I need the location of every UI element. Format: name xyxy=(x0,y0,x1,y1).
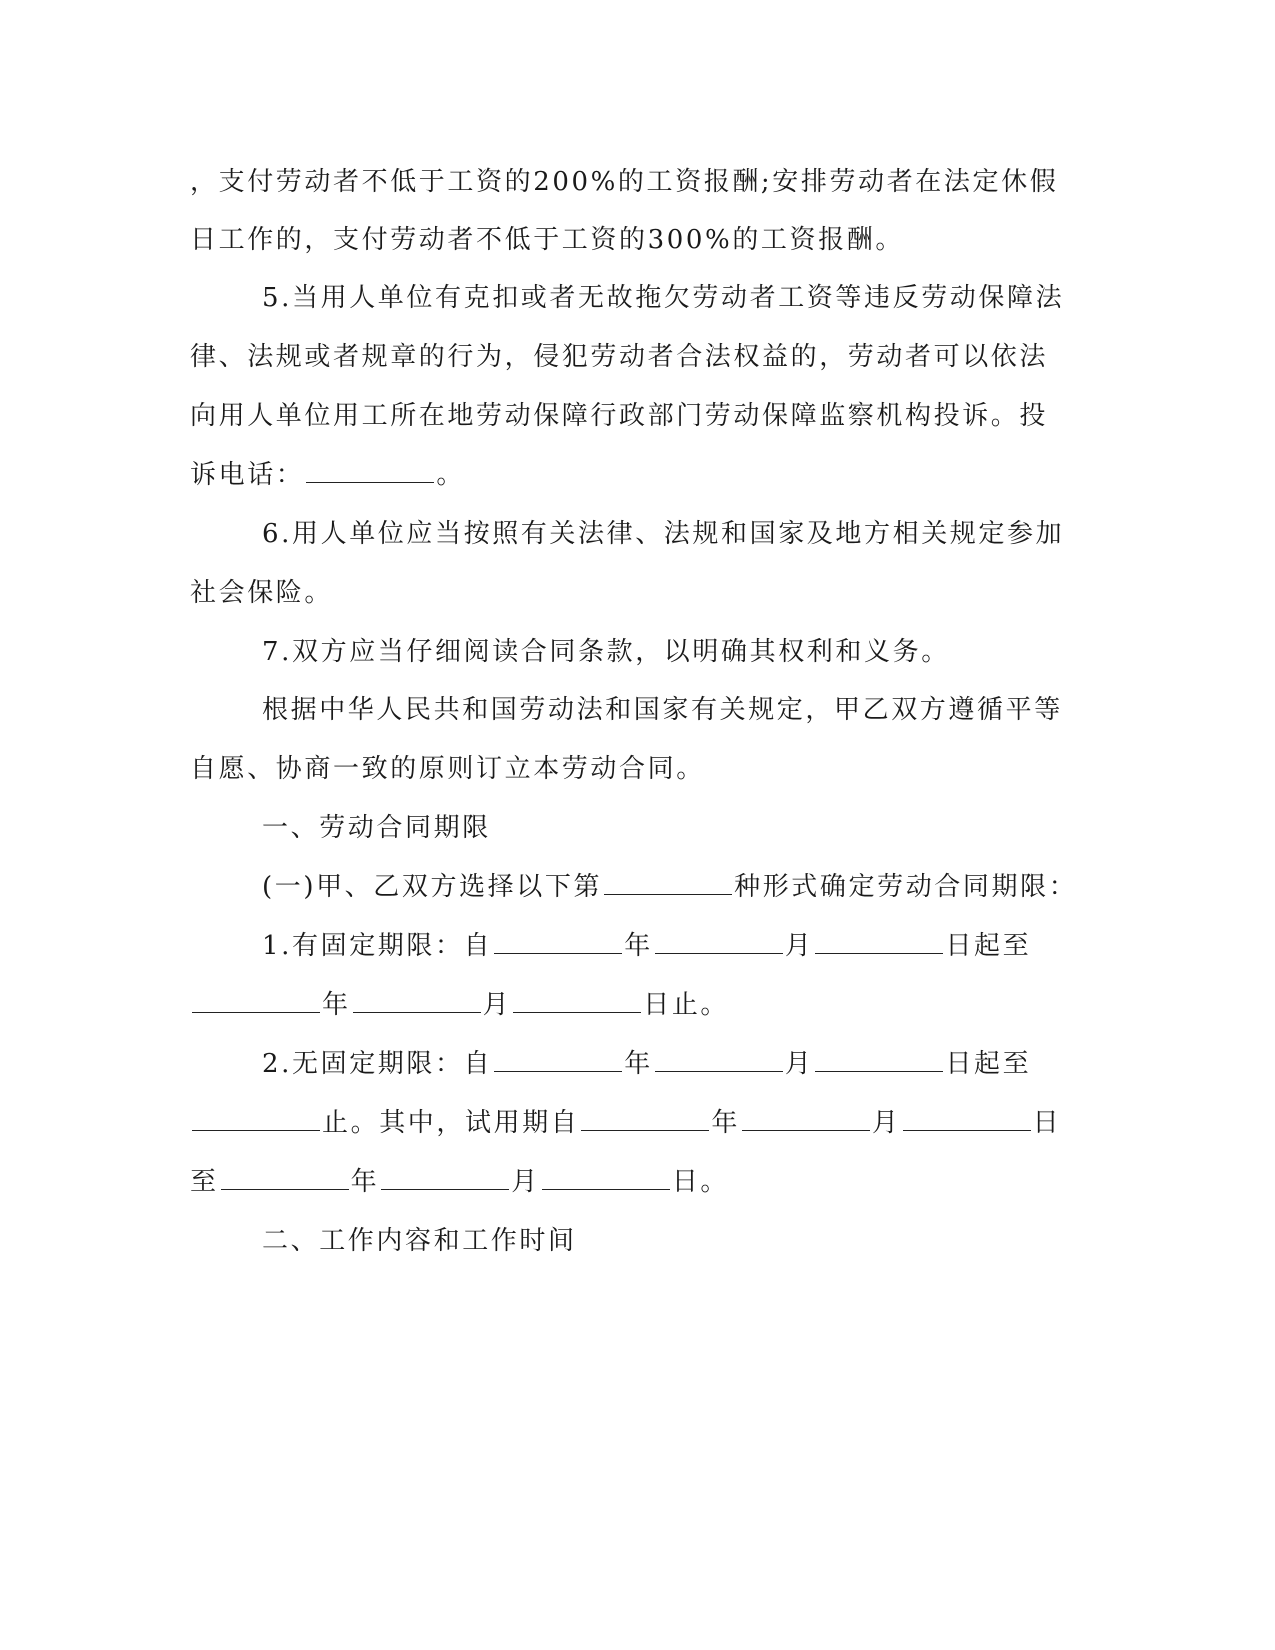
date-blank xyxy=(494,1045,622,1072)
clause-7-line xyxy=(262,632,950,672)
clause-6-line-1 xyxy=(262,514,1064,554)
clause-5-line-3 xyxy=(190,396,1048,436)
text: 月 xyxy=(511,1167,540,1197)
preamble-line-1 xyxy=(262,690,1063,730)
text: ，支付劳动者不低于工资的200%的工资报酬;安排劳动者在法定休假 xyxy=(190,167,1059,197)
text: 月 xyxy=(872,1108,901,1138)
text: 日起至 xyxy=(945,931,1032,961)
text: 二、工作内容和工作时间 xyxy=(262,1226,577,1256)
date-blank xyxy=(353,986,481,1013)
probation-line xyxy=(190,1162,729,1202)
fixed-term-line-2 xyxy=(190,985,729,1025)
text: 年 xyxy=(711,1108,741,1138)
date-blank xyxy=(815,927,943,954)
preamble-line-2 xyxy=(190,749,705,789)
date-blank xyxy=(192,1104,320,1131)
section-2-heading xyxy=(262,1221,577,1261)
text: 年 xyxy=(624,1049,653,1079)
text-line-2 xyxy=(190,220,904,260)
text: 月 xyxy=(784,1049,814,1079)
clause-5-line-4 xyxy=(190,455,465,495)
date-blank xyxy=(581,1104,709,1131)
text: 社会保险。 xyxy=(190,578,334,608)
clause-5-line-2 xyxy=(190,337,1048,377)
open-term-line-1 xyxy=(262,1044,1031,1084)
text: 年 xyxy=(624,931,653,961)
fixed-term-line-1 xyxy=(262,926,1031,966)
text-line-1 xyxy=(190,162,1058,202)
text: 种形式确定劳动合同期限： xyxy=(734,872,1078,902)
text: 5.当用人单位有克扣或者无故拖欠劳动者工资等违反劳动保障法 xyxy=(262,283,1065,313)
open-term-line-2 xyxy=(190,1103,1061,1143)
phone-blank-field xyxy=(306,456,434,483)
text: 根据中华人民共和国劳动法和国家有关规定，甲乙双方遵循平等 xyxy=(262,695,1063,725)
text: 日。 xyxy=(671,1167,730,1197)
date-blank xyxy=(494,927,622,954)
text: 年 xyxy=(322,990,351,1020)
text: 向用人单位用工所在地劳动保障行政部门劳动保障监察机构投诉。投 xyxy=(190,401,1049,431)
date-blank xyxy=(655,1045,783,1072)
date-blank xyxy=(655,927,783,954)
text: 年 xyxy=(350,1167,380,1197)
section-1-heading xyxy=(262,808,491,848)
text: 律、法规或者规章的行为，侵犯劳动者合法权益的，劳动者可以依法 xyxy=(190,342,1049,372)
text: (一)甲、乙双方选择以下第 xyxy=(262,872,603,902)
date-blank xyxy=(221,1163,349,1190)
date-blank xyxy=(903,1104,1031,1131)
date-blank xyxy=(542,1163,670,1190)
text: 。 xyxy=(436,460,466,490)
text: 月 xyxy=(784,931,814,961)
date-blank xyxy=(192,986,320,1013)
section-1-item-1 xyxy=(262,867,1077,907)
text: 诉电话： xyxy=(190,460,305,490)
text: 至 xyxy=(190,1167,219,1197)
form-choice-blank xyxy=(604,868,732,895)
text: 日工作的，支付劳动者不低于工资的300%的工资报酬。 xyxy=(190,225,904,255)
date-blank xyxy=(513,986,641,1013)
date-blank xyxy=(815,1045,943,1072)
text: 止。其中，试用期自 xyxy=(322,1108,580,1138)
text: 6.用人单位应当按照有关法律、法规和国家及地方相关规定参加 xyxy=(262,519,1065,549)
date-blank xyxy=(742,1104,870,1131)
clause-5-line-1 xyxy=(262,278,1064,318)
text: 月 xyxy=(482,990,512,1020)
date-blank xyxy=(381,1163,509,1190)
text: 日 xyxy=(1032,1108,1062,1138)
text: 日止。 xyxy=(643,990,730,1020)
text: 1.有固定期限：自 xyxy=(262,931,493,961)
text: 7.双方应当仔细阅读合同条款，以明确其权利和义务。 xyxy=(262,637,950,667)
clause-6-line-2 xyxy=(190,573,333,613)
text: 一、劳动合同期限 xyxy=(262,813,491,843)
text: 2.无固定期限：自 xyxy=(262,1049,493,1079)
text: 自愿、协商一致的原则订立本劳动合同。 xyxy=(190,754,705,784)
text: 日起至 xyxy=(945,1049,1032,1079)
